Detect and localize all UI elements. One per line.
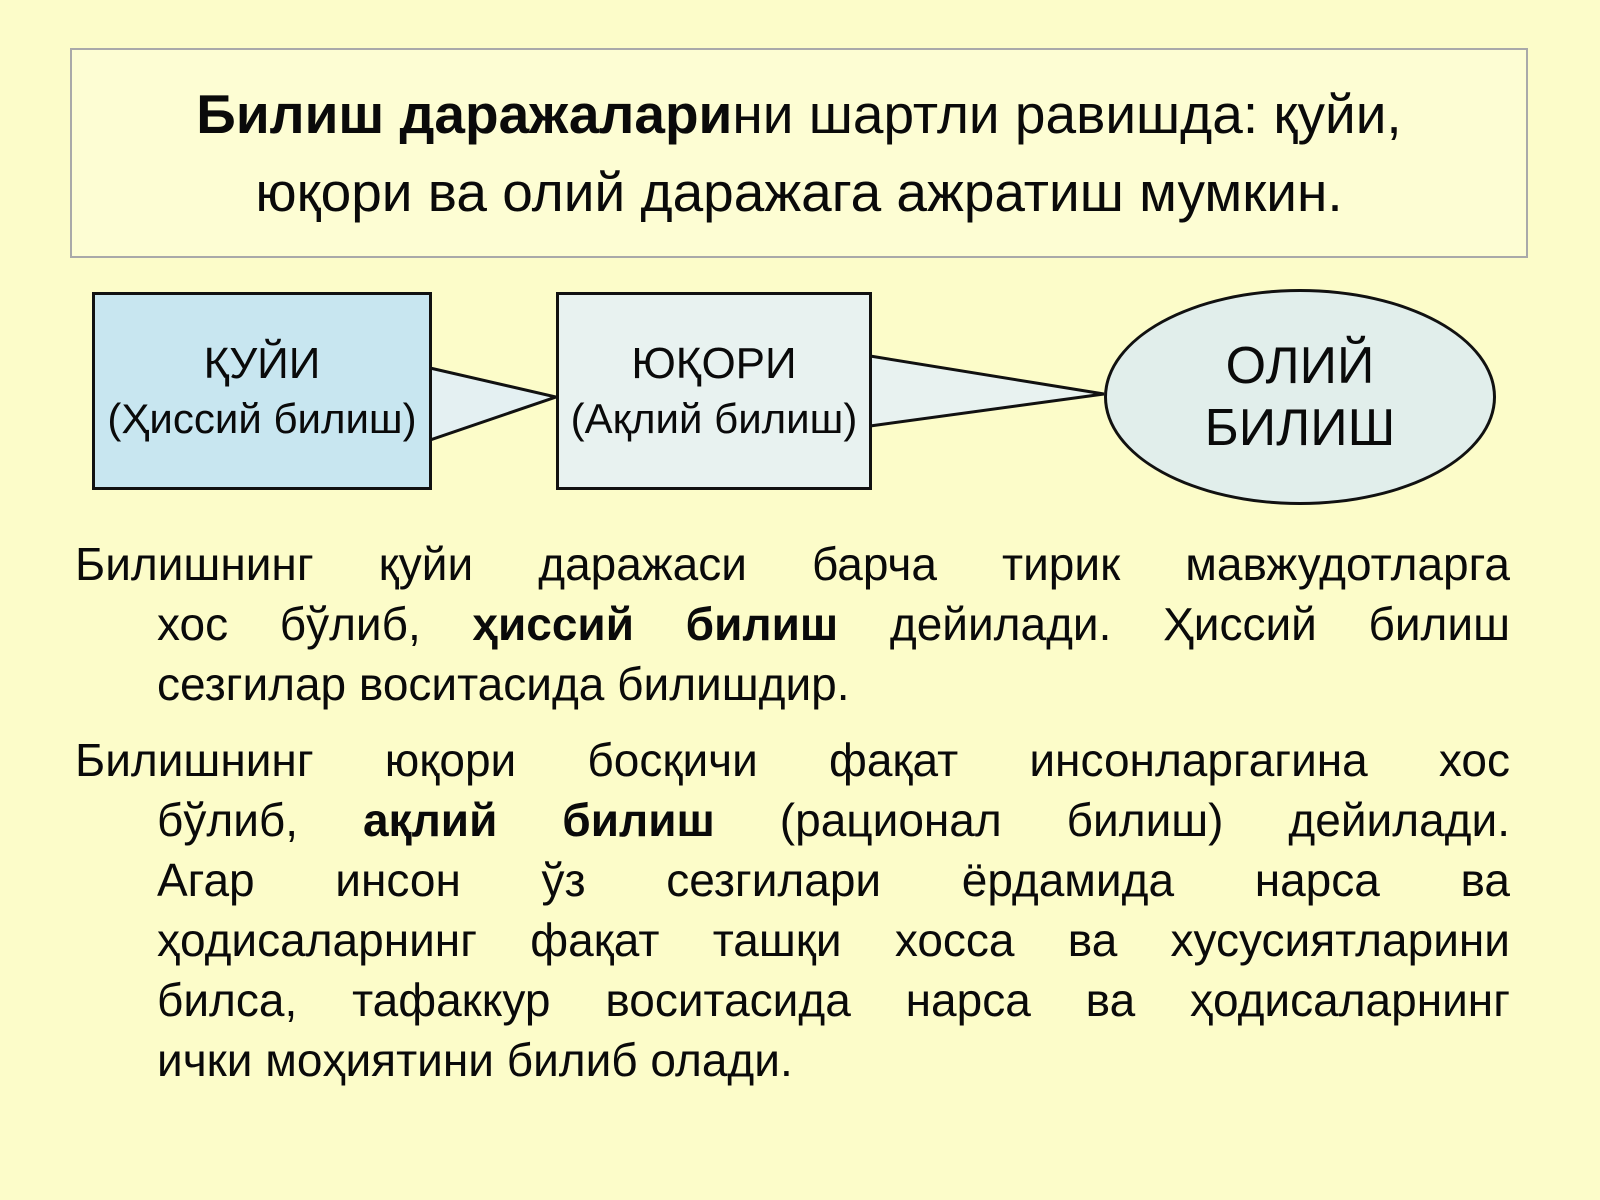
paragraph-sensory-knowledge bbox=[75, 534, 1510, 714]
text-segment: дейилади. Ҳиссий билиш bbox=[838, 598, 1510, 650]
text-line bbox=[75, 790, 1510, 850]
text-segment: (рационал билиш) дейилади. bbox=[714, 794, 1510, 846]
slide-title bbox=[72, 75, 1526, 231]
ellipse-title-line1: ОЛИЙ bbox=[1225, 337, 1375, 395]
text-line bbox=[75, 730, 1510, 790]
text-segment: сезгилар воситасида билишдир. bbox=[157, 658, 850, 710]
text-segment: юқори ва олий даражага ажратиш мумкин. bbox=[255, 161, 1343, 223]
text-segment: бўлиб, bbox=[157, 794, 363, 846]
text-line bbox=[75, 1030, 1510, 1090]
text-line bbox=[72, 153, 1526, 231]
diagram-box-low-level bbox=[92, 292, 432, 490]
text-line bbox=[75, 534, 1510, 594]
diagram-box-high-level bbox=[556, 292, 872, 490]
ellipse-title-line2: БИЛИШ bbox=[1204, 399, 1396, 457]
slide-body-text bbox=[75, 534, 1510, 1106]
box-low-title: ҚУЙИ bbox=[203, 339, 321, 388]
text-line bbox=[75, 654, 1510, 714]
slide-title-box bbox=[70, 48, 1528, 258]
text-line bbox=[75, 850, 1510, 910]
box-high-subtitle: (Ақлий билиш) bbox=[570, 395, 858, 442]
paragraph-rational-knowledge bbox=[75, 730, 1510, 1090]
text-segment: Билишнинг юқори босқичи фақат инсонларгагина хос bbox=[75, 734, 1510, 786]
text-segment: ҳодисаларнинг фақат ташқи хосса ва хусусиятларини bbox=[157, 914, 1510, 966]
diagram-ellipse-supreme-level bbox=[1104, 289, 1496, 505]
text-segment: ни шартли равишда: қуйи, bbox=[732, 83, 1402, 145]
arrow-low-to-high-icon bbox=[430, 368, 556, 440]
box-low-subtitle: (Ҳиссий билиш) bbox=[107, 395, 417, 442]
text-line bbox=[72, 75, 1526, 153]
text-line bbox=[75, 970, 1510, 1030]
box-high-title: ЮҚОРИ bbox=[631, 339, 797, 388]
text-segment: Агар инсон ўз сезгилари ёрдамида нарса ва bbox=[157, 854, 1510, 906]
text-line bbox=[75, 594, 1510, 654]
emphasized-text: ҳиссий билиш bbox=[472, 598, 839, 650]
text-segment: ички моҳиятини билиб олади. bbox=[157, 1034, 793, 1086]
text-segment: Билишнинг қуйи даражаси барча тирик мавжудотларга bbox=[75, 538, 1510, 590]
text-line bbox=[75, 910, 1510, 970]
text-segment: билса, тафаккур воситасида нарса ва ҳодисаларнинг bbox=[157, 974, 1510, 1026]
emphasized-text: Билиш даражалари bbox=[196, 83, 733, 145]
text-segment: хос бўлиб, bbox=[157, 598, 473, 650]
arrow-high-to-supreme-icon bbox=[870, 356, 1104, 426]
emphasized-text: ақлий билиш bbox=[362, 794, 715, 846]
